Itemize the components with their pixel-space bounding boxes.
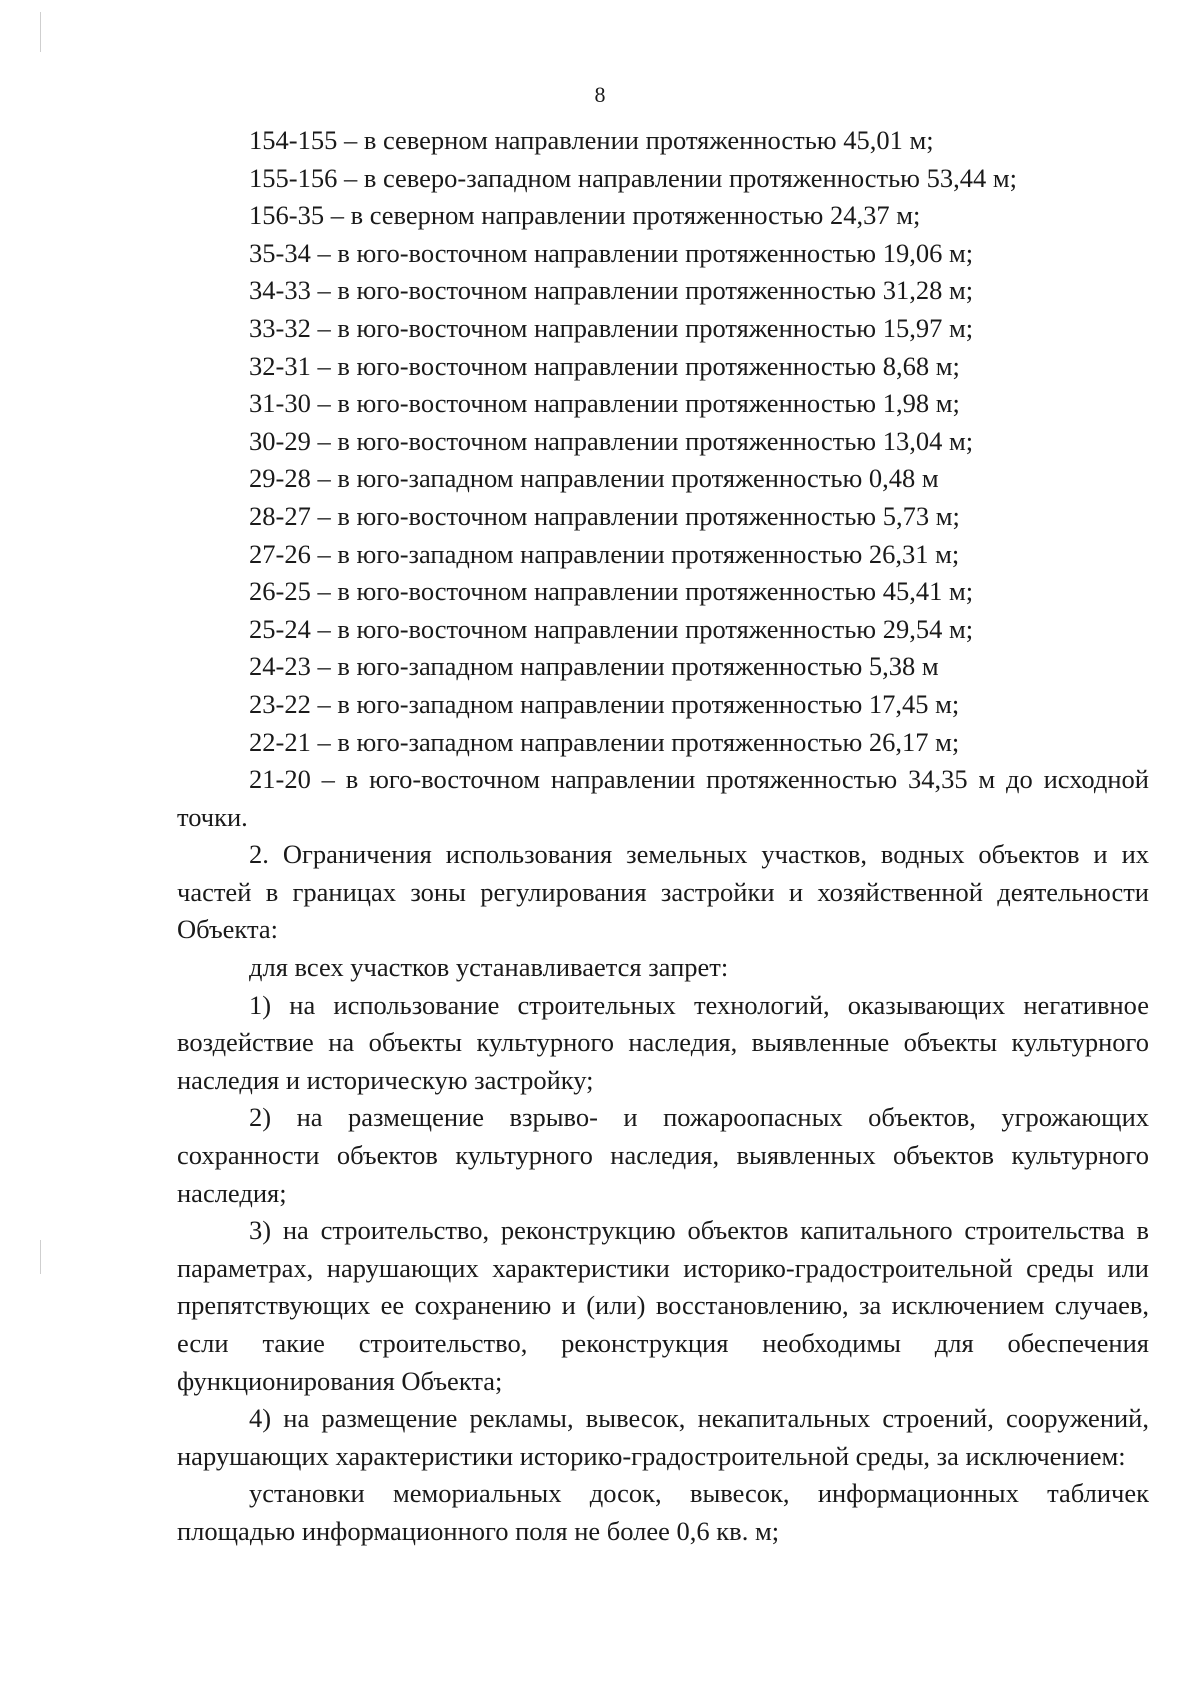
boundary-segment: 28-27 – в юго-восточном направлении протяженностью 5,73 м; xyxy=(249,500,960,531)
boundary-segment: 22-21 – в юго-западном направлении протяженностью 26,17 м; xyxy=(249,726,960,757)
section-2-paragraph: 2. Ограничения использования земельных участков, водных объектов и их частей в границах зоны регулирования застройки и хозяйственной деятельности Объекта: xyxy=(177,839,1149,945)
boundary-segment: 154-155 – в северном направлении протяженностью 45,01 м; xyxy=(249,125,934,155)
exception-item-1: установки мемориальных досок, вывесок, информационных табличек площадью информационного поля не более 0,6 кв. м; xyxy=(177,1478,1149,1546)
boundary-segment-list xyxy=(177,122,1149,761)
boundary-segment: 24-23 – в юго-западном направлении протяженностью 5,38 м xyxy=(249,651,939,682)
boundary-segment: 25-24 – в юго-восточном направлении протяженностью 29,54 м; xyxy=(249,613,974,644)
prohibition-item-1: 1) на использование строительных технологий, оказывающих негативное воздействие на объекты культурного наследия, выявленные объекты культурного наследия и историческую застройку; xyxy=(177,989,1149,1095)
boundary-segment: 33-32 – в юго-восточном направлении протяженностью 15,97 м; xyxy=(249,312,974,343)
boundary-segment: 156-35 – в северном направлении протяженностью 24,37 м; xyxy=(249,200,921,231)
boundary-segment: 29-28 – в юго-западном направлении протяженностью 0,48 м xyxy=(249,463,939,494)
boundary-segment: 34-33 – в юго-восточном направлении протяженностью 31,28 м; xyxy=(249,275,974,306)
boundary-segment: 155-156 – в северо-западном направлении протяженностью 53,44 м; xyxy=(249,162,1017,193)
boundary-segment: 26-25 – в юго-восточном направлении протяженностью 45,41 м; xyxy=(249,576,974,607)
boundary-segment: 30-29 – в юго-восточном направлении протяженностью 13,04 м; xyxy=(249,425,974,456)
boundary-segment: 27-26 – в юго-западном направлении протяженностью 26,31 м; xyxy=(249,538,960,569)
scan-margin-mark xyxy=(40,12,41,52)
prohibition-intro: для всех участков устанавливается запрет: xyxy=(249,952,729,983)
scan-margin-mark xyxy=(40,1240,41,1274)
prohibition-item-3: 3) на строительство, реконструкцию объектов капитального строительства в параметрах, нарушающих характеристики историко-градостроительной среды или препятствующих ее сохранению и (или) восстановлению, за исключением случаев, если такие строительство, реконструкция необходимы для обеспечения функционирования Объекта; xyxy=(177,1215,1149,1396)
boundary-segment-final: 21-20 – в юго-восточном направлении протяженностью 34,35 м до исходной точки. xyxy=(177,764,1149,832)
boundary-segment: 31-30 – в юго-восточном направлении протяженностью 1,98 м; xyxy=(249,388,960,419)
boundary-segment: 35-34 – в юго-восточном направлении протяженностью 19,06 м; xyxy=(249,237,974,268)
prohibition-item-4: 4) на размещение рекламы, вывесок, некапитальных строений, сооружений, нарушающих характеристики историко-градостроительной среды, за исключением: xyxy=(177,1403,1149,1471)
boundary-segment: 32-31 – в юго-восточном направлении протяженностью 8,68 м; xyxy=(249,350,960,381)
prohibition-item-2: 2) на размещение взрыво- и пожароопасных объектов, угрожающих сохранности объектов культурного наследия, выявленных объектов культурного наследия; xyxy=(177,1102,1149,1208)
document-body xyxy=(177,122,1149,1551)
boundary-segment: 23-22 – в юго-западном направлении протяженностью 17,45 м; xyxy=(249,688,960,719)
page-number: 8 xyxy=(594,82,606,107)
